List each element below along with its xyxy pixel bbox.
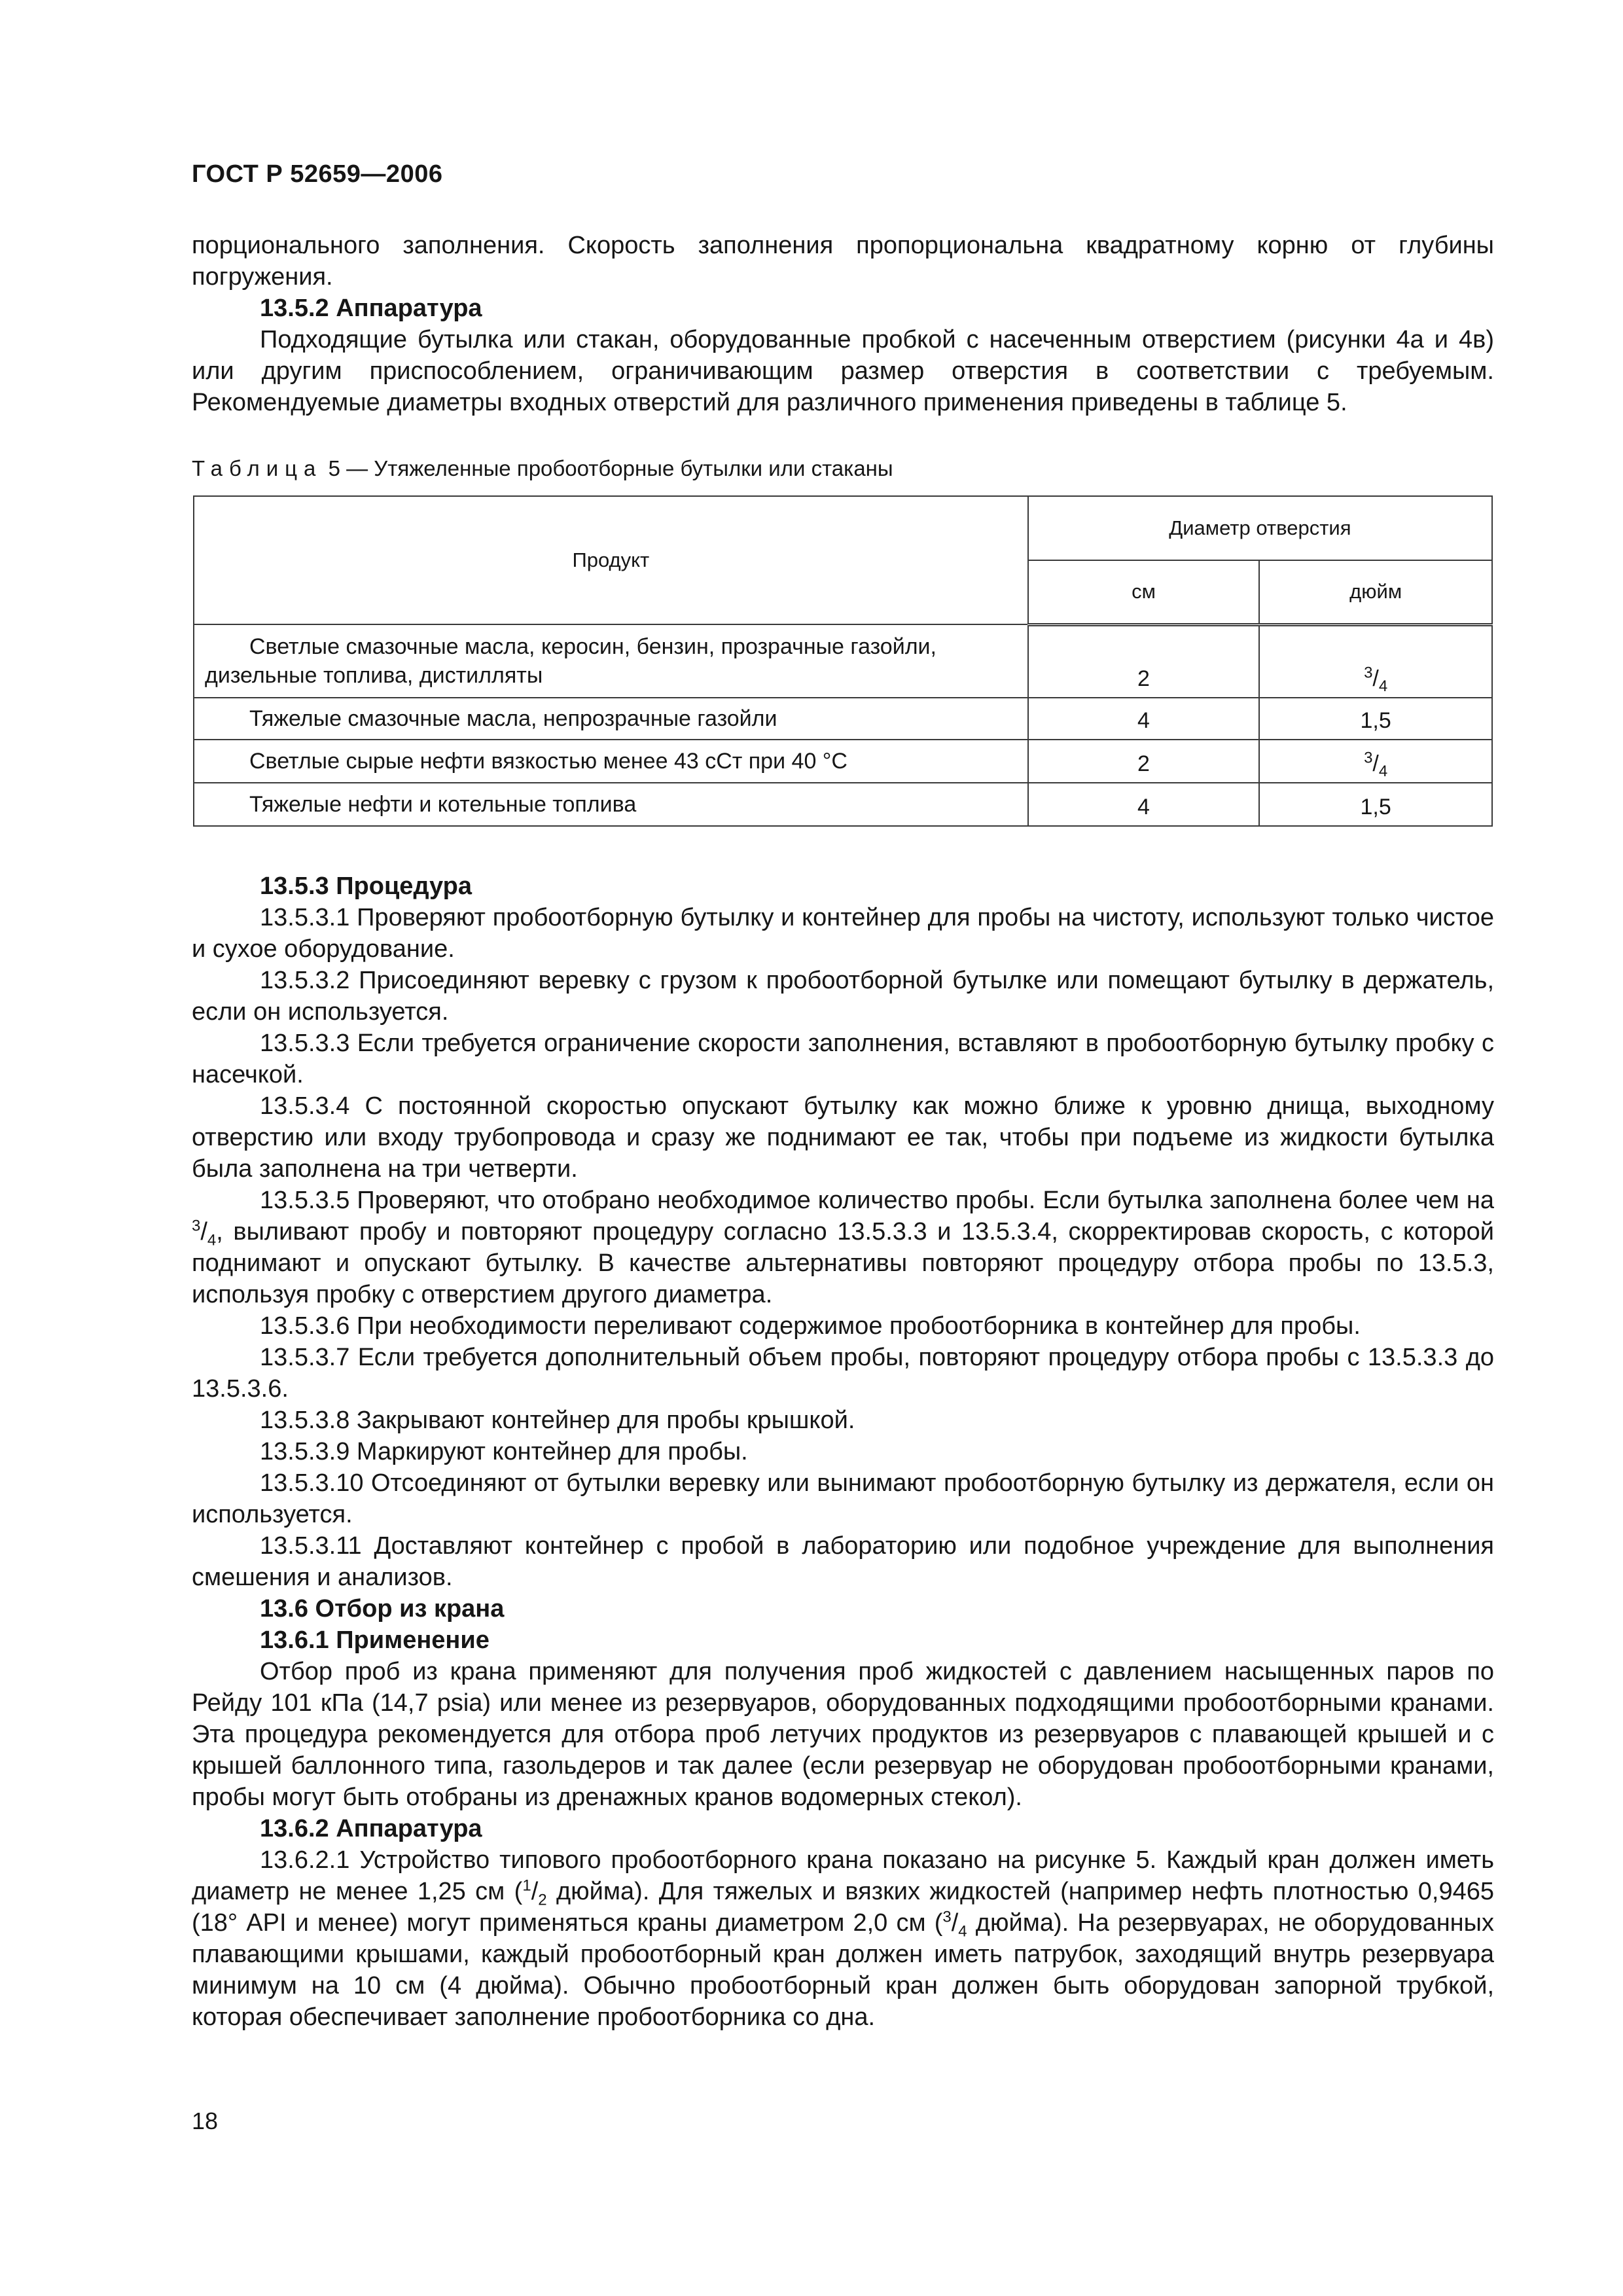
table-row [194,624,1492,698]
header-cm: см [1028,560,1260,624]
paragraph-13-5-3-8: 13.5.3.8 Закрывают контейнер для пробы крышкой. [260,1407,855,1434]
product-cell: Тяжелые смазочные масла, непрозрачные газойли [194,698,1028,740]
paragraph-continuation: порционального заполнения. Скорость заполнения пропорциональна квадратному корню от глубины погружения. [192,232,1494,291]
cm-cell: 2 [1028,740,1260,783]
page-number: 18 [192,2108,219,2134]
paragraph-13-5-3-2: 13.5.3.2 Присоединяют веревку с грузом к пробоотборной бутылке или помещают бутылку в держатель, если он используется. [192,967,1494,1026]
table-5 [193,495,1493,827]
section-heading-13-6-1: 13.6.1 Применение [260,1626,490,1654]
paragraph-13-5-3-6: 13.5.3.6 При необходимости переливают содержимое пробоотборника в контейнер для пробы. [260,1312,1361,1340]
table-caption [192,456,893,481]
inch-cell: 1,5 [1259,783,1492,826]
paragraph-13-5-3-10: 13.5.3.10 Отсоединяют от бутылки веревку или вынимают пробоотборную бутылку из держателя, если он используется. [192,1469,1494,1528]
inch-cell: 1,5 [1259,698,1492,740]
product-cell: Светлые сырые нефти вязкостью менее 43 сСт при 40 °С [194,740,1028,783]
table-row [194,740,1492,783]
paragraph-13-5-2: Подходящие бутылка или стакан, оборудованные пробкой с насеченным отверстием (рисунки 4а и 4в) или другим приспособлением, ограничивающим размер отверстия в соответствии с требуемым. Рекомендуемые диаметры входных отверстий для различного применения приведены в таблице 5. [192,326,1494,416]
table-row [194,698,1492,740]
section-heading-13-6-2: 13.6.2 Аппаратура [260,1815,482,1842]
section-heading-13-6: 13.6 Отбор из крана [260,1595,505,1623]
paragraph-13-5-3-7: 13.5.3.7 Если требуется дополнительный объем пробы, повторяют процедуру отбора пробы с 13.5.3.3 до 13.5.3.6. [192,1344,1494,1403]
paragraph-13-5-3-4: 13.5.3.4 С постоянной скоростью опускают бутылку как можно ближе к уровню днища, выходному отверстию или входу трубопровода и сразу же поднимают ее так, чтобы при подъеме из жидкости бутылка была заполнена на три четверти. [192,1092,1494,1183]
inch-cell: $^3/_4$ [1259,624,1492,698]
table-caption-text: 5 — Утяжеленные пробоотборные бутылки или стаканы [328,456,893,480]
product-cell: Светлые смазочные масла, керосин, бензин, прозрачные газойли, дизельные топлива, дистилляты [194,624,1028,698]
header-product: Продукт [194,496,1028,624]
header-inch: дюйм [1259,560,1492,624]
procedure-section [192,870,1494,2033]
cm-cell: 4 [1028,783,1260,826]
paragraph-13-5-3-1: 13.5.3.1 Проверяют пробоотборную бутылку и контейнер для пробы на чистоту, используют только чистое и сухое оборудование. [192,904,1494,963]
paragraph-13-5-3-3: 13.5.3.3 Если требуется ограничение скорости заполнения, вставляют в пробоотборную бутылку пробку с насечкой. [192,1030,1494,1088]
page-header-standard: ГОСТ Р 52659—2006 [192,160,443,188]
paragraph-13-6-1: Отбор проб из крана применяют для получения проб жидкостей с давлением насыщенных паров по Рейду 101 кПа (14,7 psia) или менее из резервуаров, оборудованных подходящими пробоотборными кранами. Эта процедура рекомендуется для отбора проб летучих продуктов из резервуаров с плавающей крышей и с крышей баллонного типа, газольдеров и так далее (если резервуар не оборудован пробоотборными кранами, пробы могут быть отобраны из дренажных кранов водомерных стекол). [192,1658,1494,1811]
paragraph-13-6-2-1: 13.6.2.1 Устройство типового пробоотборного крана показано на рисунке 5. Каждый кран должен иметь диаметр не менее 1,25 см ($^1/_2$ дюйма). Для тяжелых и вязких жидкостей (например нефть плотностью 0,9465 (18° API и менее) могут применяться краны диаметром 2,0 см ($^3/_4$ дюйма). На резервуарах, не оборудованных плавающими крышами, каждый пробоотборный кран должен иметь патрубок, заходящий внутрь резервуара минимум на 10 см (4 дюйма). Обычно пробоотборный кран должен быть оборудован запорной трубкой, которая обеспечивает заполнение пробоотборника со дна. [192,1846,1494,2031]
table-row [194,783,1492,826]
cm-cell: 2 [1028,624,1260,698]
table-caption-label: Таблица [192,456,323,480]
intro-section [192,230,1494,418]
inch-cell: $^3/_4$ [1259,740,1492,783]
paragraph-13-5-3-5: 13.5.3.5 Проверяют, что отобрано необходимое количество пробы. Если бутылка заполнена более чем на $^3/_4$, выливают пробу и повторяют процедуру согласно 13.5.3.3 и 13.5.3.4, скорректировав скорость, с которой поднимают и опускают бутылку. В качестве альтернативы повторяют процедуру отбора пробы по 13.5.3, используя пробку с отверстием другого диаметра. [192,1187,1494,1308]
section-heading-13-5-2: 13.5.2 Аппаратура [260,295,482,322]
paragraph-13-5-3-9: 13.5.3.9 Маркируют контейнер для пробы. [260,1438,748,1465]
section-heading-13-5-3: 13.5.3 Процедура [260,872,473,900]
product-cell: Тяжелые нефти и котельные топлива [194,783,1028,826]
paragraph-13-5-3-11: 13.5.3.11 Доставляют контейнер с пробой в лабораторию или подобное учреждение для выполнения смешения и анализов. [192,1532,1494,1591]
cm-cell: 4 [1028,698,1260,740]
header-diameter: Диаметр отверстия [1028,496,1492,560]
